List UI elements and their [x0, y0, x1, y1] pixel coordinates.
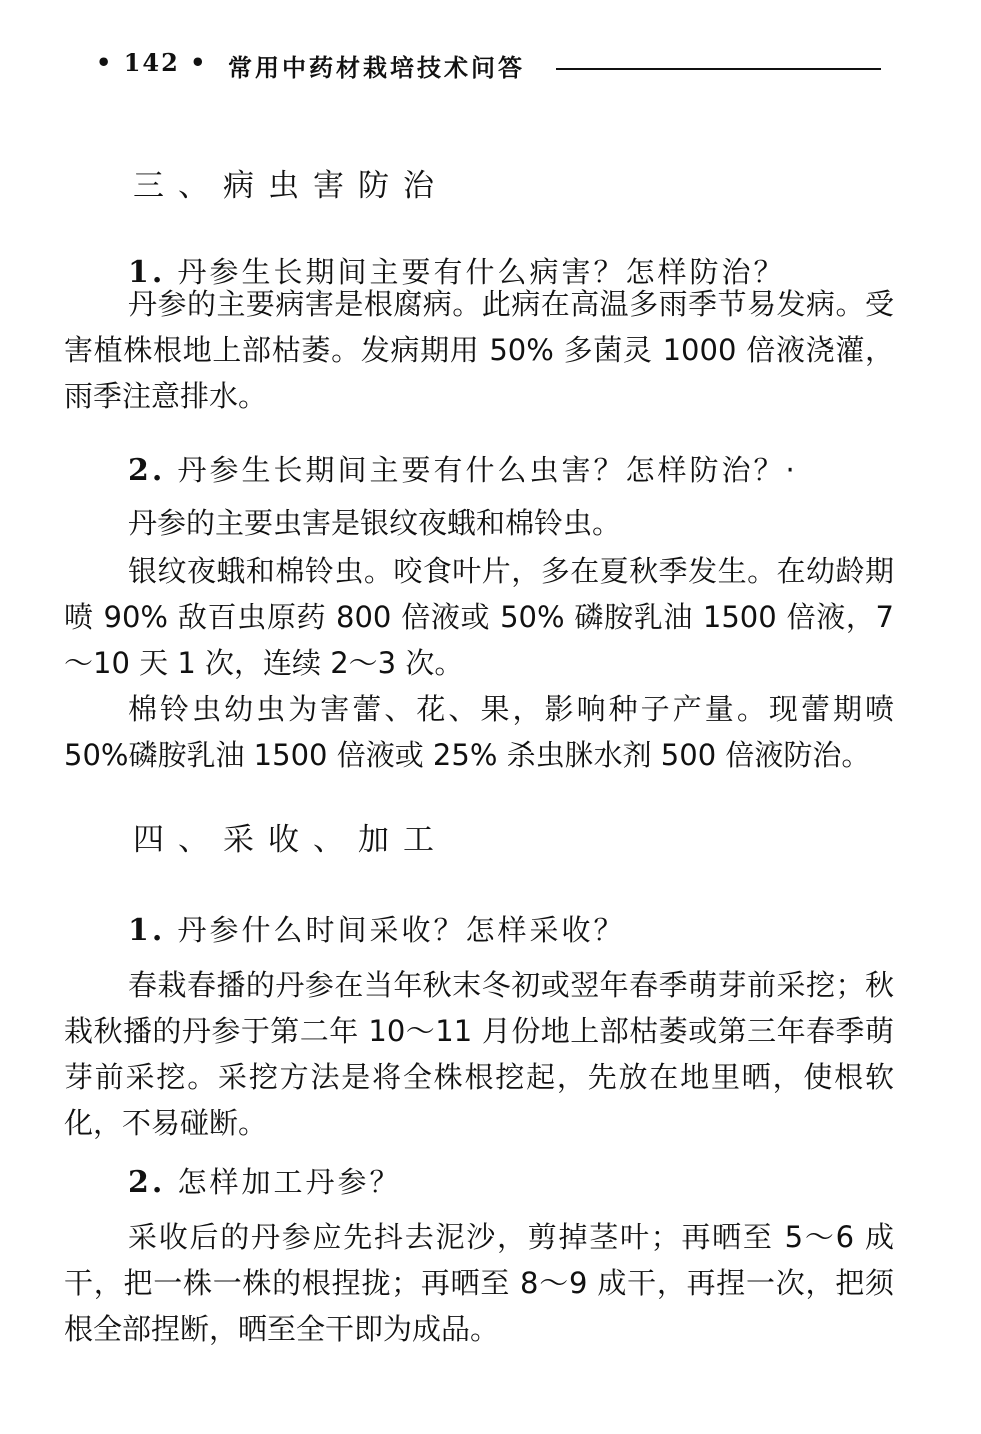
question-number: 2. — [128, 453, 166, 488]
question-number: 2. — [128, 1165, 166, 1200]
answer-pests-moth: 银纹夜蛾和棉铃虫。咬食叶片，多在夏秋季发生。在幼龄期喷 90% 敌百虫原药 800 倍液或 50% 磷胺乳油 1500 倍液，7～10 天 1 次，连续 2～3 次。 — [64, 554, 894, 680]
question-number: 1. — [128, 913, 166, 948]
answer-processing: 采收后的丹参应先抖去泥沙，剪掉茎叶；再晒至 5～6 成干，把一株一株的根捏拢；再晒至 8～9 成干，再捏一次，把须根全部捏断，晒至全干即为成品。 — [64, 1220, 894, 1346]
answer-harvest: 春栽春播的丹参在当年秋末冬初或翌年春季萌芽前采挖；秋栽秋播的丹参于第二年 10～11 月份地上部枯萎或第三年春季萌芽前采挖。采挖方法是将全株根挖起，先放在地里晒，使根软化，不易碰断。 — [64, 968, 894, 1140]
question-text: 怎样加工丹参？ — [177, 1165, 402, 1199]
answer-pests-intro: 丹参的主要虫害是银纹夜蛾和棉铃虫。 — [128, 506, 622, 540]
header-rule — [556, 68, 881, 70]
question-text: 丹参生长期间主要有什么虫害？怎样防治？· — [177, 453, 798, 487]
answer-pests-bollworm: 棉铃虫幼虫为害蕾、花、果，影响种子产量。现蕾期喷 50%磷胺乳油 1500 倍液或 25% 杀虫脒水剂 500 倍液防治。 — [64, 692, 894, 772]
question-2-processing — [128, 1160, 402, 1201]
question-text: 丹参生长期间主要有什么病害？怎样防治？ — [177, 255, 786, 289]
question-1-harvest-time — [128, 908, 626, 949]
question-number: 1. — [128, 255, 166, 290]
running-title: 常用中药材栽培技术问答 — [228, 53, 525, 82]
answer-disease: 丹参的主要病害是根腐病。此病在高温多雨季节易发病。受害植株根地上部枯萎。发病期用 50% 多菌灵 1000 倍液浇灌，雨季注意排水。 — [64, 287, 894, 413]
page-header — [96, 48, 896, 88]
question-text: 丹参什么时间采收？怎样采收？ — [177, 913, 626, 947]
section-heading-pest-control: 三、病虫害防治 — [133, 168, 448, 204]
page-number: • 142 • — [96, 48, 208, 77]
section-heading-harvest: 四、采收、加工 — [133, 822, 448, 858]
question-2-pests — [128, 448, 798, 489]
